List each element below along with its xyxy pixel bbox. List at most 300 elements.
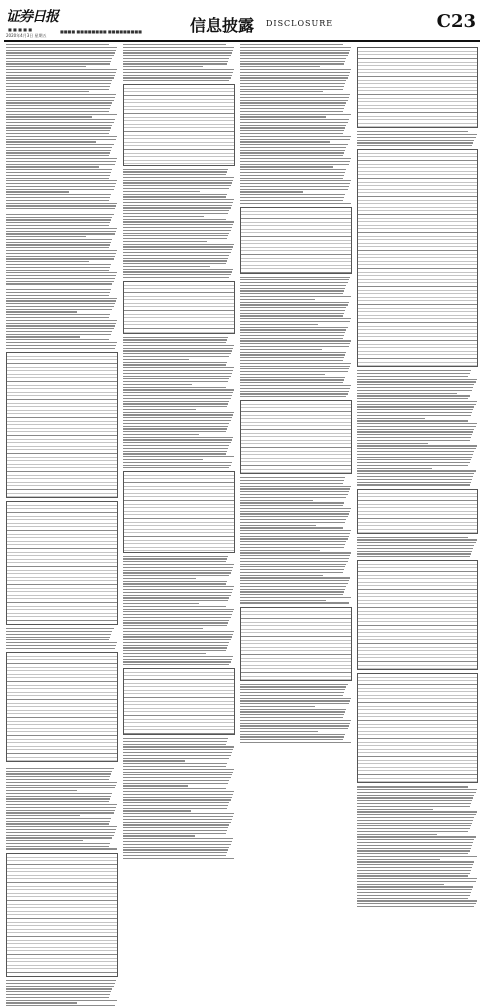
text-line — [6, 801, 109, 802]
text-line — [123, 749, 233, 750]
text-line — [6, 100, 114, 101]
text-line — [357, 429, 474, 430]
text-line — [123, 409, 196, 410]
text-line — [123, 805, 228, 806]
text-line — [240, 536, 349, 537]
text-line — [6, 309, 112, 310]
text-line — [240, 363, 351, 364]
text-line — [240, 164, 349, 165]
text-line — [6, 47, 117, 48]
text-line — [357, 457, 472, 458]
text-line — [6, 244, 110, 245]
text-line — [240, 731, 318, 732]
text-line — [123, 858, 234, 859]
text-line — [6, 840, 83, 841]
text-line — [6, 323, 116, 324]
text-line — [357, 809, 433, 810]
text-line — [357, 423, 477, 424]
data-table — [357, 673, 478, 783]
text-line — [240, 371, 348, 372]
text-line — [240, 354, 345, 355]
text-line — [240, 709, 346, 710]
column-3 — [240, 44, 352, 694]
text-line — [6, 292, 110, 293]
text-line — [123, 171, 227, 172]
text-line — [123, 356, 229, 357]
text-line — [6, 782, 117, 783]
text-line — [123, 185, 231, 186]
text-line — [123, 558, 227, 559]
text-line — [240, 689, 345, 690]
text-line — [240, 519, 346, 520]
text-line — [6, 77, 114, 78]
text-line — [123, 606, 226, 607]
text-line — [123, 196, 226, 197]
text-line — [6, 328, 114, 329]
text-line — [6, 771, 112, 772]
text-line — [6, 295, 109, 296]
text-line — [123, 194, 227, 195]
text-line — [240, 282, 348, 283]
text-line — [123, 785, 188, 786]
text-line — [6, 846, 109, 847]
text-line — [240, 321, 350, 322]
text-line — [123, 797, 232, 798]
text-line — [6, 628, 114, 629]
text-line — [6, 197, 110, 198]
text-line — [357, 476, 473, 477]
text-line — [6, 829, 116, 830]
text-line — [357, 468, 432, 469]
text-line — [240, 566, 345, 567]
text-line — [240, 500, 313, 501]
text-line — [240, 61, 345, 62]
text-line — [357, 873, 470, 874]
text-line — [357, 839, 474, 840]
text-line — [123, 353, 231, 354]
text-line — [6, 270, 109, 271]
text-line — [123, 434, 199, 435]
text-line — [123, 77, 231, 78]
text-line — [6, 183, 116, 184]
text-line — [6, 639, 109, 640]
text-line — [6, 1000, 117, 1001]
text-line — [240, 569, 344, 570]
text-line — [123, 350, 232, 351]
text-line — [240, 700, 350, 701]
text-line — [357, 142, 473, 143]
text-line — [240, 80, 346, 81]
text-line — [6, 983, 115, 984]
text-line — [123, 844, 231, 845]
text-line — [123, 337, 228, 338]
text-line — [123, 177, 234, 178]
text-line — [123, 595, 231, 596]
text-line — [6, 164, 115, 165]
text-line — [6, 815, 80, 816]
text-line — [6, 823, 109, 824]
text-line — [240, 69, 351, 70]
text-line — [6, 52, 115, 53]
text-line — [240, 91, 323, 92]
text-line — [357, 848, 471, 849]
text-line — [240, 83, 345, 84]
text-line — [123, 586, 234, 587]
text-line — [123, 263, 226, 264]
text-line — [123, 769, 234, 770]
text-line — [123, 453, 226, 454]
text-line — [240, 349, 322, 350]
text-line — [240, 703, 349, 704]
text-line — [240, 600, 326, 601]
text-line — [123, 174, 226, 175]
text-line — [357, 878, 477, 879]
text-line — [123, 791, 234, 792]
text-line — [123, 395, 232, 396]
text-line — [240, 296, 351, 297]
text-line — [6, 336, 80, 337]
text-line — [123, 266, 210, 267]
text-line — [357, 390, 472, 391]
text-line — [357, 373, 470, 374]
text-line — [6, 89, 109, 90]
masthead — [0, 0, 484, 40]
text-line — [6, 331, 112, 332]
text-line — [357, 898, 468, 899]
text-line — [123, 359, 189, 360]
text-line — [6, 61, 111, 62]
text-line — [123, 617, 231, 618]
text-line — [123, 824, 229, 825]
text-line — [6, 125, 112, 126]
text-line — [240, 728, 348, 729]
text-line — [240, 597, 351, 598]
text-line — [6, 228, 117, 229]
text-line — [240, 561, 348, 562]
text-line — [357, 370, 471, 371]
text-line — [6, 298, 117, 299]
text-line — [6, 980, 116, 981]
text-line — [6, 169, 112, 170]
text-line — [123, 255, 229, 256]
text-line — [240, 203, 351, 204]
text-line — [6, 272, 117, 273]
text-line — [357, 440, 470, 441]
text-line — [123, 381, 228, 382]
text-line — [6, 141, 96, 142]
text-line — [240, 72, 350, 73]
text-line — [240, 105, 345, 106]
text-line — [123, 72, 233, 73]
text-line — [6, 275, 116, 276]
text-line — [240, 290, 344, 291]
text-line — [123, 398, 231, 399]
text-line — [240, 133, 343, 134]
text-line — [240, 511, 350, 512]
text-line — [123, 367, 234, 368]
text-line — [357, 542, 476, 543]
text-line — [123, 345, 234, 346]
text-line — [6, 205, 116, 206]
text-line — [240, 555, 350, 556]
text-line — [6, 127, 111, 128]
text-line — [357, 434, 472, 435]
text-line — [240, 55, 348, 56]
text-line — [6, 325, 115, 326]
text-line — [6, 314, 110, 315]
masthead-rule — [4, 40, 480, 42]
text-line — [240, 285, 346, 286]
text-line — [240, 155, 343, 156]
text-line — [357, 895, 470, 896]
text-line — [6, 843, 110, 844]
text-line — [240, 368, 349, 369]
text-line — [240, 141, 330, 142]
text-line — [240, 50, 350, 51]
text-line — [240, 720, 351, 721]
text-line — [123, 852, 227, 853]
text-line — [123, 370, 233, 371]
column-1 — [6, 44, 118, 694]
text-line — [240, 327, 348, 328]
text-line — [240, 488, 350, 489]
text-line — [123, 420, 231, 421]
text-line — [6, 97, 115, 98]
text-line — [6, 172, 111, 173]
text-line — [357, 814, 476, 815]
text-line — [6, 91, 89, 92]
text-line — [6, 278, 115, 279]
text-line — [240, 508, 351, 509]
text-line — [123, 849, 228, 850]
text-line — [357, 473, 474, 474]
text-line — [240, 522, 345, 523]
text-line — [123, 182, 232, 183]
text-line — [357, 537, 468, 538]
text-line — [240, 178, 343, 179]
text-line — [6, 63, 110, 64]
text-line — [6, 94, 116, 95]
text-line — [240, 491, 349, 492]
text-line — [240, 388, 350, 389]
text-line — [357, 553, 471, 554]
text-line — [6, 203, 117, 204]
text-line — [240, 169, 346, 170]
text-line — [240, 527, 343, 528]
text-line — [240, 166, 333, 167]
text-line — [240, 86, 344, 87]
text-line — [357, 418, 425, 419]
text-line — [123, 611, 233, 612]
text-line — [240, 552, 351, 553]
text-line — [6, 80, 112, 81]
text-line — [123, 423, 229, 424]
data-table — [6, 352, 118, 498]
text-line — [123, 373, 232, 374]
text-line — [240, 172, 345, 173]
text-line — [240, 313, 344, 314]
text-line — [240, 310, 345, 311]
data-table — [357, 560, 478, 670]
text-line — [123, 766, 226, 767]
text-line — [240, 717, 343, 718]
text-line — [6, 144, 114, 145]
text-line — [123, 219, 226, 220]
text-line — [6, 303, 115, 304]
text-line — [240, 602, 349, 603]
text-line — [123, 52, 232, 53]
text-line — [123, 589, 233, 590]
text-line — [240, 77, 348, 78]
text-line — [123, 597, 229, 598]
text-line — [240, 497, 346, 498]
text-line — [6, 261, 89, 262]
data-table — [123, 84, 235, 165]
text-line — [6, 150, 111, 151]
text-line — [123, 752, 232, 753]
data-table — [240, 607, 352, 681]
text-line — [240, 186, 349, 187]
text-line — [6, 779, 109, 780]
text-line — [6, 130, 110, 131]
text-line — [357, 811, 477, 812]
text-line — [123, 417, 232, 418]
text-line — [6, 136, 117, 137]
text-line — [357, 828, 470, 829]
text-line — [123, 581, 227, 582]
text-line — [123, 437, 233, 438]
text-line — [6, 133, 109, 134]
text-line — [357, 881, 476, 882]
text-line — [357, 551, 472, 552]
text-line — [123, 249, 232, 250]
data-table — [123, 471, 235, 552]
text-line — [240, 533, 350, 534]
text-line — [357, 820, 473, 821]
contact-info: ■■■■ ■■■■■■■■ ■■■■■■■■■ — [60, 29, 142, 34]
text-line — [240, 591, 344, 592]
text-line — [123, 783, 228, 784]
data-table — [6, 853, 118, 977]
text-line — [123, 55, 231, 56]
text-line — [240, 684, 348, 685]
text-line — [123, 777, 231, 778]
text-line — [240, 97, 349, 98]
text-line — [240, 686, 346, 687]
text-line — [240, 277, 350, 278]
text-line — [6, 773, 111, 774]
text-line — [123, 389, 234, 390]
text-line — [123, 609, 234, 610]
text-line — [123, 572, 231, 573]
text-line — [6, 186, 115, 187]
text-line — [6, 776, 110, 777]
text-line — [6, 793, 112, 794]
text-line — [123, 384, 192, 385]
text-line — [123, 659, 232, 660]
text-line — [123, 445, 229, 446]
text-line — [240, 44, 343, 45]
text-line — [123, 583, 226, 584]
text-line — [123, 63, 227, 64]
text-line — [123, 799, 231, 800]
text-line — [240, 335, 344, 336]
text-line — [123, 614, 232, 615]
text-line — [357, 900, 477, 901]
text-line — [240, 332, 345, 333]
text-line — [240, 52, 349, 53]
text-line — [123, 448, 228, 449]
text-line — [240, 734, 345, 735]
text-line — [240, 530, 351, 531]
text-line — [6, 642, 117, 643]
text-line — [240, 725, 349, 726]
text-line — [240, 583, 348, 584]
text-line — [123, 808, 227, 809]
text-line — [6, 342, 117, 343]
text-line — [240, 139, 350, 140]
text-line — [123, 180, 233, 181]
text-line — [240, 396, 346, 397]
text-line — [123, 271, 232, 272]
text-line — [357, 412, 472, 413]
text-line — [6, 988, 112, 989]
text-line — [123, 564, 234, 565]
text-line — [357, 786, 468, 787]
text-line — [123, 69, 234, 70]
text-line — [357, 834, 437, 835]
text-line — [357, 823, 472, 824]
text-line — [123, 364, 226, 365]
text-line — [357, 134, 477, 135]
text-line — [6, 155, 109, 156]
text-line — [6, 189, 114, 190]
text-line — [240, 119, 349, 120]
text-line — [123, 827, 228, 828]
text-line — [6, 225, 109, 226]
text-line — [123, 274, 231, 275]
text-line — [357, 870, 471, 871]
text-line — [357, 479, 472, 480]
text-line — [240, 318, 351, 319]
text-line — [357, 140, 474, 141]
text-line — [6, 239, 112, 240]
column-2 — [123, 44, 235, 694]
text-line — [123, 80, 229, 81]
data-table — [240, 207, 352, 274]
text-line — [240, 183, 350, 184]
text-line — [123, 403, 228, 404]
text-line — [123, 794, 233, 795]
text-line — [240, 513, 349, 514]
text-line — [357, 462, 470, 463]
text-line — [6, 194, 111, 195]
text-line — [357, 451, 474, 452]
text-line — [123, 414, 233, 415]
text-line — [6, 267, 110, 268]
text-line — [357, 875, 468, 876]
text-line — [123, 210, 229, 211]
text-line — [123, 631, 234, 632]
text-line — [6, 158, 117, 159]
text-line — [6, 111, 109, 112]
text-line — [357, 850, 470, 851]
text-line — [123, 833, 226, 834]
column-4 — [357, 44, 478, 694]
text-line — [123, 575, 229, 576]
text-line — [357, 415, 471, 416]
text-line — [357, 864, 473, 865]
